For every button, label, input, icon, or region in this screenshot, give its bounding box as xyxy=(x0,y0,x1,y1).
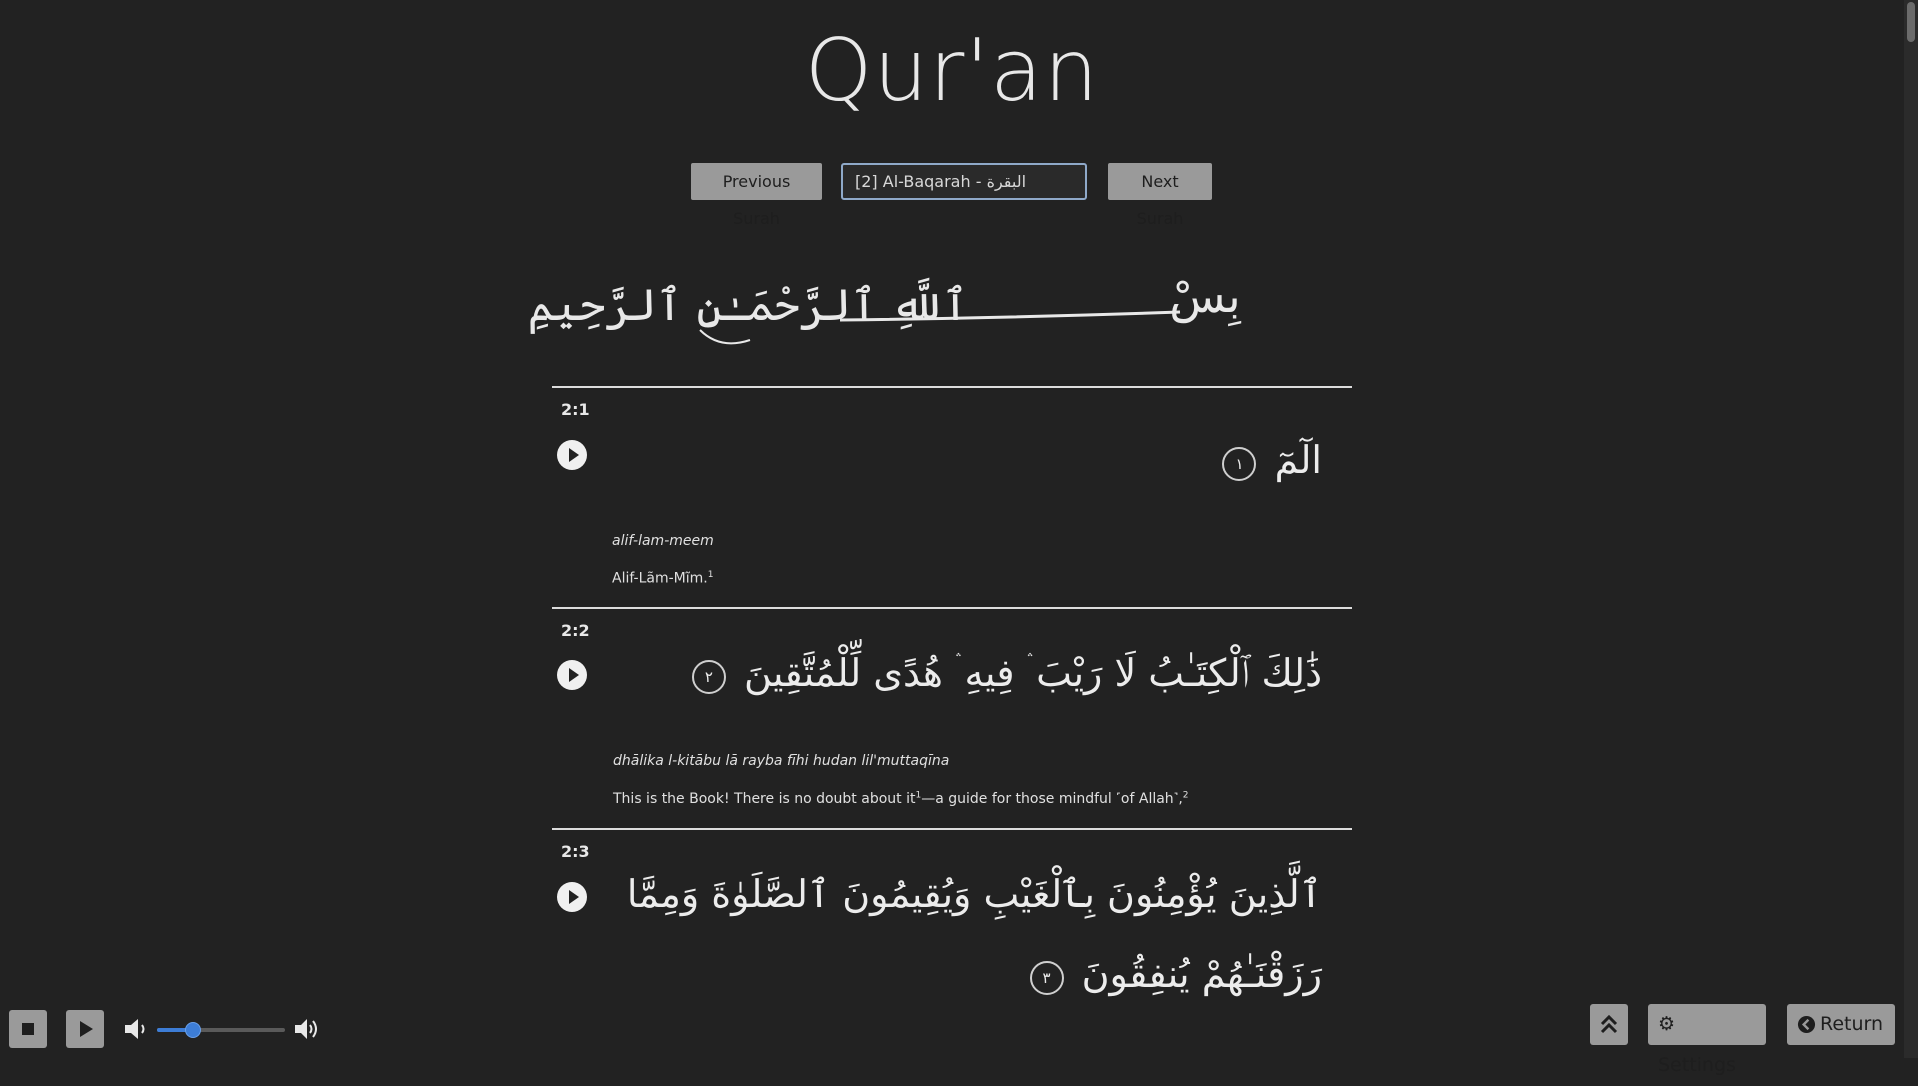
volume-high-icon[interactable] xyxy=(294,1017,320,1041)
settings-button[interactable]: ⚙Settings xyxy=(1648,1004,1766,1045)
next-surah-button[interactable]: Next Surah xyxy=(1108,163,1212,200)
svg-text:ٱللَّهِ ٱلرَّحْمَـٰنِ ٱلرَّحِي: ٱللَّهِ ٱلرَّحْمَـٰنِ ٱلرَّحِيمِ xyxy=(527,280,969,331)
scrollbar-thumb[interactable] xyxy=(1907,2,1915,42)
verse-arabic-line-2: رَزَقْنَـٰهُمْ يُنفِقُونَ ٣ xyxy=(1030,952,1322,996)
verse-number: 2:1 xyxy=(561,400,590,419)
verse-arabic: الٓمٓ ١ xyxy=(1222,438,1322,482)
verse-transliteration: alif-lam-meem xyxy=(612,533,714,549)
play-button[interactable] xyxy=(66,1010,104,1048)
footnote-ref[interactable]: 1 xyxy=(915,790,922,801)
page-title: Qur'an xyxy=(804,21,1100,121)
surah-nav xyxy=(0,163,1904,228)
return-button[interactable]: Return xyxy=(1787,1004,1895,1045)
verse-transliteration: dhālika l-kitābu lā rayba fīhi hudan lil'muttaqīna xyxy=(613,753,950,769)
verse-play-button[interactable] xyxy=(557,440,587,470)
verse-translation: This is the Book! There is no doubt about $it^1—a$ guide for those mindful ˹of Allah˺,$^2$ xyxy=(613,790,1189,807)
verse-translation: Alif-Lãm-Mĩm.$^1$ xyxy=(612,570,714,587)
double-chevron-up-icon xyxy=(1590,1004,1628,1045)
bottom-bar xyxy=(0,1000,1904,1076)
volume-low-icon[interactable] xyxy=(123,1017,149,1041)
basmala-calligraphy xyxy=(527,250,1260,360)
previous-surah-button[interactable]: Previous Surah xyxy=(691,163,822,200)
scrollbar[interactable] xyxy=(1904,0,1918,1058)
ayah-number-mark: ٣ xyxy=(1030,961,1064,995)
gear-icon: ⚙ xyxy=(1658,1013,1676,1035)
verse-arabic: ذَٰلِكَ ٱلْكِتَـٰبُ لَا رَيْبَ ۛ فِيهِ ۛ هُدًى لِّلْمُتَّقِينَ ٢ xyxy=(692,651,1322,696)
footnote-ref[interactable]: 1 xyxy=(707,570,714,580)
svg-text:بِسْ: بِسْ xyxy=(1169,269,1241,323)
volume-thumb[interactable] xyxy=(185,1022,201,1038)
verse-block xyxy=(552,607,1352,829)
stop-button[interactable] xyxy=(9,1010,47,1048)
volume-slider[interactable] xyxy=(157,1028,285,1032)
ayah-number-mark: ١ xyxy=(1222,447,1256,481)
verse-block xyxy=(552,386,1352,608)
verse-play-button[interactable] xyxy=(557,660,587,690)
footnote-ref[interactable]: 2 xyxy=(1182,790,1189,801)
verse-arabic-line-1: ٱلَّذِينَ يُؤْمِنُونَ بِٱلْغَيْبِ وَيُقِيمُونَ ٱلصَّلَوٰةَ وَمِمَّا xyxy=(626,872,1322,916)
scroll-top-button[interactable] xyxy=(1590,1004,1628,1045)
verse-number: 2:3 xyxy=(561,842,590,861)
ayah-number-mark: ٢ xyxy=(692,660,726,694)
verse-play-button[interactable] xyxy=(557,882,587,912)
arrow-left-circle-icon xyxy=(1797,1015,1816,1034)
surah-select[interactable]: [2] Al-Baqarah - البقرة xyxy=(841,163,1087,200)
verse-number: 2:2 xyxy=(561,621,590,640)
